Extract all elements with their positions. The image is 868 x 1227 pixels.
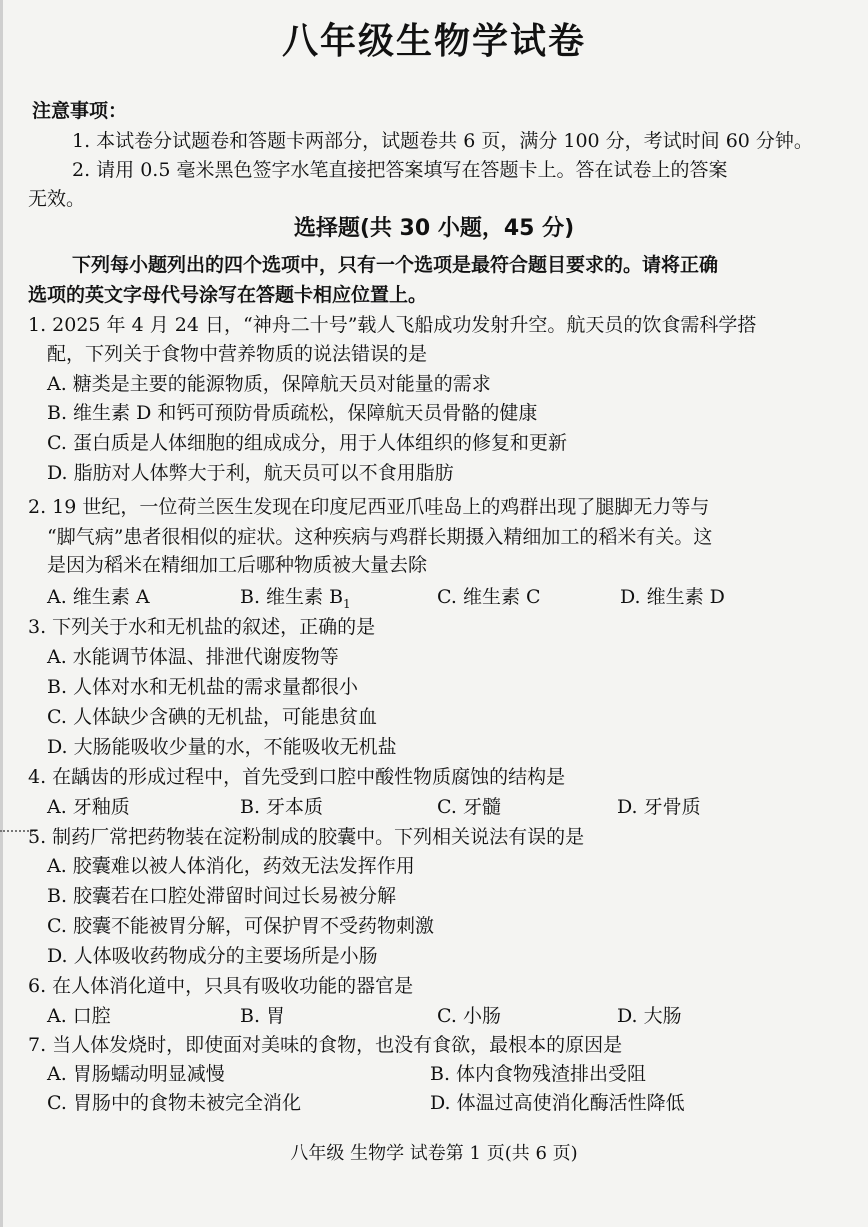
question-4-option-b: B. 牙本质 [240, 796, 324, 818]
question-1-option-b: B. 维生素 D 和钙可预防骨质疏松，保障航天员骨骼的健康 [47, 402, 538, 424]
question-5-option-a: A. 胶囊难以被人体消化，药效无法发挥作用 [47, 855, 415, 877]
notes-item-1: 1. 本试卷分试题卷和答题卡两部分，试题卷共 6 页，满分 100 分，考试时间 60 分钟。 [72, 130, 813, 152]
question-5-option-d: D. 人体吸收药物成分的主要场所是小肠 [47, 945, 378, 967]
question-3-option-b: B. 人体对水和无机盐的需求量都很小 [47, 676, 359, 698]
section-instruction: 下列每小题列出的四个选项中，只有一个选项是最符合题目要求的。请将正确 [72, 254, 719, 276]
question-7-option-b: B. 体内食物残渣排出受阻 [430, 1063, 647, 1085]
notes-item-2-cont: 无效。 [28, 188, 86, 210]
question-4-option-d: D. 牙骨质 [617, 796, 701, 818]
question-2-stem-cont-2: 是因为稻米在精细加工后哪种物质被大量去除 [47, 554, 428, 576]
question-1-option-c: C. 蛋白质是人体细胞的组成成分，用于人体组织的修复和更新 [47, 432, 567, 454]
question-6-stem: 6. 在人体消化道中，只具有吸收功能的器官是 [28, 975, 414, 997]
question-6-option-b: B. 胃 [240, 1005, 286, 1027]
question-3-option-d: D. 大肠能吸收少量的水，不能吸收无机盐 [47, 736, 397, 758]
question-1-option-d: D. 脂肪对人体弊大于利，航天员可以不食用脂肪 [47, 462, 454, 484]
section-title: 选择题(共 30 小题，45 分) [293, 216, 575, 241]
notes-heading: 注意事项： [32, 100, 128, 122]
question-7-option-d: D. 体温过高使消化酶活性降低 [430, 1092, 685, 1114]
question-7-stem: 7. 当人体发烧时，即使面对美味的食物，也没有食欲，最根本的原因是 [28, 1034, 623, 1056]
question-7-option-a: A. 胃肠蠕动明显减慢 [47, 1063, 225, 1085]
question-7-option-c: C. 胃肠中的食物未被完全消化 [47, 1092, 301, 1114]
question-5-option-b: B. 胶囊若在口腔处滞留时间过长易被分解 [47, 885, 397, 907]
question-4-option-c: C. 牙髓 [437, 796, 501, 818]
question-2-option-b-subscript: 1 [343, 596, 351, 611]
question-2-stem: 2. 19 世纪，一位荷兰医生发现在印度尼西亚爪哇岛上的鸡群出现了腿脚无力等与 [28, 496, 710, 518]
question-2-option-d: D. 维生素 D [620, 586, 725, 608]
question-4-option-a: A. 牙釉质 [47, 796, 130, 818]
question-2-option-b [240, 585, 351, 616]
notes-item-2: 2. 请用 0.5 毫米黑色签字水笔直接把答案填写在答题卡上。答在试卷上的答案 [72, 159, 728, 181]
question-3-stem: 3. 下列关于水和无机盐的叙述，正确的是 [28, 616, 376, 638]
section-instruction-cont: 选项的英文字母代号涂写在答题卡相应位置上。 [28, 284, 428, 306]
question-6-option-a: A. 口腔 [47, 1005, 111, 1027]
question-2-option-a: A. 维生素 A [47, 586, 150, 608]
question-3-option-a: A. 水能调节体温、排泄代谢废物等 [47, 646, 339, 668]
scan-edge [0, 0, 3, 1227]
question-6-option-d: D. 大肠 [617, 1005, 682, 1027]
question-5-stem: 5. 制药厂常把药物装在淀粉制成的胶囊中。下列相关说法有误的是 [28, 826, 585, 848]
question-2-option-c: C. 维生素 C [437, 586, 541, 608]
question-2-option-b-text: B. 维生素 B [240, 586, 344, 608]
question-1-option-a: A. 糖类是主要的能源物质，保障航天员对能量的需求 [47, 373, 491, 395]
question-1-stem: 1. 2025 年 4 月 24 日，“神舟二十号”载人飞船成功发射升空。航天员的饮食需科学搭 [28, 314, 757, 336]
page-title: 八年级生物学试卷 [281, 21, 586, 62]
question-1-stem-cont: 配，下列关于食物中营养物质的说法错误的是 [47, 343, 428, 365]
question-4-stem: 4. 在龋齿的形成过程中，首先受到口腔中酸性物质腐蚀的结构是 [28, 766, 566, 788]
question-3-option-c: C. 人体缺少含碘的无机盐，可能患贫血 [47, 706, 377, 728]
page-footer: 八年级 生物学 试卷第 1 页(共 6 页) [290, 1143, 578, 1164]
question-5-option-c: C. 胶囊不能被胃分解，可保护胃不受药物刺激 [47, 915, 434, 937]
question-2-stem-cont: “脚气病”患者很相似的症状。这种疾病与鸡群长期摄入精细加工的稻米有关。这 [47, 526, 713, 548]
question-6-option-c: C. 小肠 [437, 1005, 501, 1027]
